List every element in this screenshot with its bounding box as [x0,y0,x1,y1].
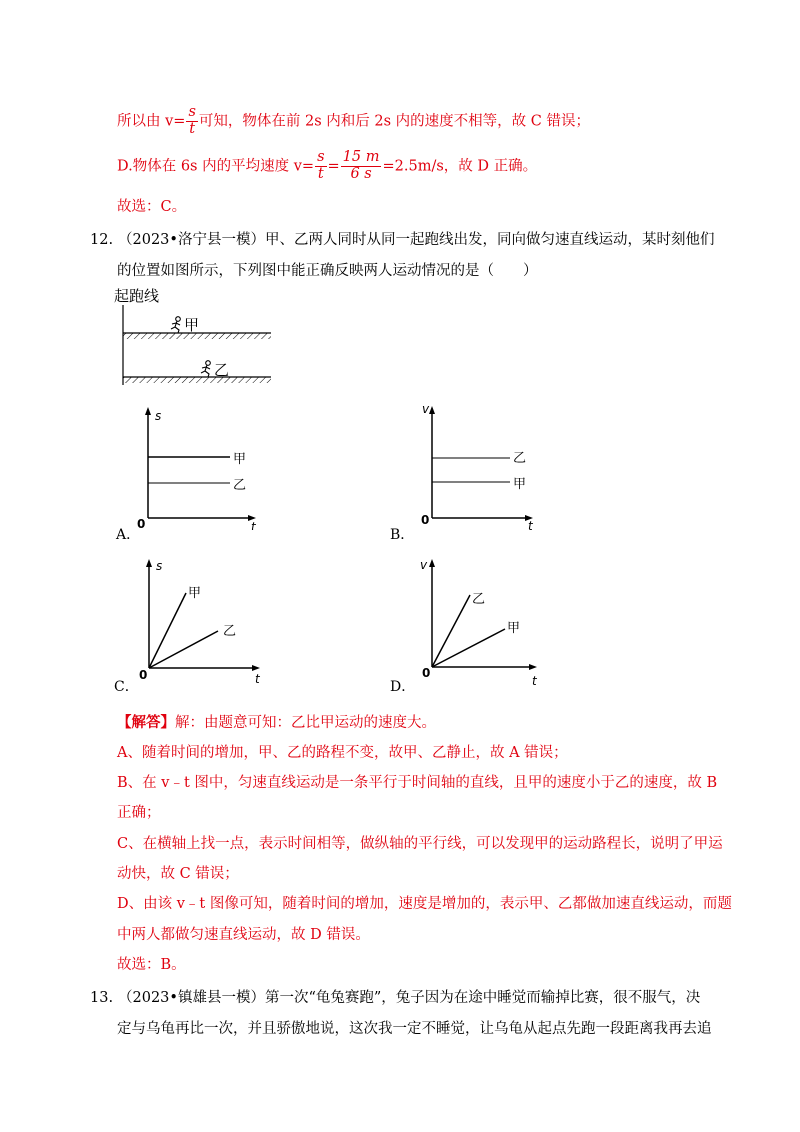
solution-intro: 【解答】解：由题意可知：乙比甲运动的速度大。 [117,714,436,731]
y-axis-arrow [429,406,435,414]
y-axis-label: v [420,558,428,572]
solution-tag: 【解答】 [117,714,175,731]
line-yi-label: 乙 [233,478,247,493]
line-jia [432,629,505,667]
question-number: 13. [90,990,114,1006]
line-yi-label: 乙 [513,451,527,466]
origin-label: 0 [421,513,430,527]
option-c-label: C． [114,679,139,695]
q12-stem-line-1: 12. （2023•洛宁县一模）甲、乙两人同时从同一起跑线出发，同向做匀速直线运动，某时刻他们 [90,232,715,248]
x-axis-label: t [251,520,256,530]
x-axis-arrow [252,665,260,671]
solution-b-line-2: 正确； [117,805,161,821]
line-yi [432,595,470,667]
fraction-s-over-t: $\frac{s}{t}$ [317,149,325,182]
solution-a: A、随着时间的增加，甲、乙的路程不变，故甲、乙静止，故 A 错误； [117,745,568,761]
solution-d-line-2: 中两人都做匀速直线运动，故 D 错误。 [117,927,370,943]
runner-a-label: 甲 [184,316,200,334]
option-d-graph [412,553,552,688]
y-axis-label: v [422,402,430,416]
option-c-graph [138,555,278,685]
y-axis-arrow [146,559,152,567]
origin-label: 0 [422,666,431,680]
line-jia-label: 甲 [513,477,527,492]
origin-label: 0 [137,517,146,530]
line-jia-label: 甲 [507,621,521,636]
prev-solution-line-2: D.物体在 6s 内的平均速度 v= $\frac{s}{t}$ = $\frac{15 m}{6 s}$ =2.5m/s，故 D 正确。 [117,149,538,182]
prev-answer: 故选：C。 [117,199,187,215]
starting-line-figure [112,283,272,393]
track-bottom-hatch [123,377,271,383]
x-axis-label: t [532,674,537,688]
y-axis-label: s [156,559,163,573]
solution-c-line-1: C、在横轴上找一点，表示时间相等，做纵轴的平行线，可以发现甲的运动路程长，说明了甲运 [117,836,723,852]
line-jia [149,593,186,668]
solution-b-line-1: B、在 v﹣t 图中，匀速直线运动是一条平行于时间轴的直线，且甲的速度小于乙的速度，故 B [117,775,718,791]
fraction-s-over-t: $\frac{s}{t}$ [188,104,196,137]
y-axis-label: s [155,409,162,423]
figure-title: 起跑线 [114,287,160,305]
solution-answer: 故选：B。 [117,957,186,973]
origin-label: 0 [139,668,148,682]
runner-b-icon [201,361,210,377]
line-yi-label: 乙 [472,592,486,607]
fraction-15m-over-6s: $\frac{15 m}{6 s}$ [342,149,380,182]
line-jia-label: 甲 [233,452,247,467]
runner-a-icon [171,317,180,333]
solution-c-line-2: 动快，故 C 错误； [117,866,239,882]
option-b-graph [410,400,550,530]
option-a-label: A． [116,527,141,543]
y-axis-arrow [429,559,435,567]
line-jia-label: 甲 [188,586,202,601]
prev-solution-line-1: 所以由 v= $\frac{s}{t}$ 可知，物体在前 2s 内和后 2s 内的速度不相等，故 C 错误； [117,104,590,137]
y-axis-arrow [145,407,151,415]
option-a-graph [135,405,275,530]
option-b-label: B． [390,527,415,543]
q13-line-2: 定与乌龟再比一次，并且骄傲地说，这次我一定不睡觉，让乌龟从起点先跑一段距离我再去追 [117,1021,712,1037]
x-axis-label: t [255,672,260,685]
q13-line-1: 13. （2023•镇雄县一模）第一次“龟兔赛跑”，兔子因为在途中睡觉而输掉比赛，很不服气，决 [90,990,701,1006]
runner-b-label: 乙 [214,361,230,379]
x-axis-label: t [528,519,533,530]
option-d-label: D． [390,679,416,695]
solution-d-line-1: D、由该 v﹣t 图像可知，随着时间的增加，速度是增加的，表示甲、乙都做加速直线运动，而题 [117,896,732,912]
question-number: 12. [90,232,114,248]
line-yi [149,631,218,668]
q12-stem-line-2: 的位置如图所示，下列图中能正确反映两人运动情况的是（ ） [117,263,538,279]
x-axis-arrow [529,664,537,670]
line-yi-label: 乙 [223,624,237,639]
